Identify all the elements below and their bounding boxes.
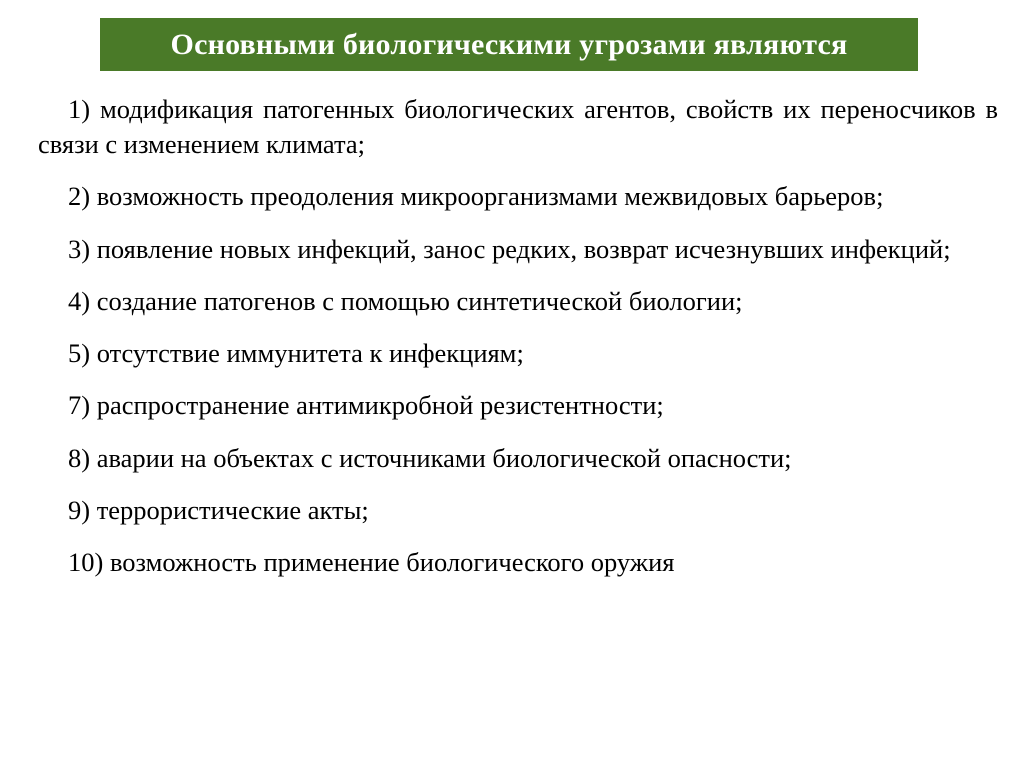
list-item: 3) появление новых инфекций, занос редких, возврат исчезнувших инфекций;	[68, 233, 951, 264]
threat-list	[38, 92, 998, 580]
list-item: 5) отсутствие иммунитета к инфекциям;	[68, 338, 524, 369]
slide-title-banner	[100, 18, 918, 71]
list-item: 2) возможность преодоления микроорганизмами межвидовых барьеров;	[68, 181, 884, 212]
list-item: 8) аварии на объектах с источниками биологической опасности;	[68, 442, 792, 473]
list-item: 10) возможность применение биологического оружия	[68, 547, 675, 578]
list-item: 4) создание патогенов с помощью синтетической биологии;	[68, 285, 743, 316]
list-item: 9) террористические акты;	[68, 494, 369, 525]
list-item: 1) модификация патогенных биологических агентов, свойств их переносчиков в связи с изменением климата;	[38, 94, 998, 160]
list-item: 7) распространение антимикробной резистентности;	[68, 390, 664, 421]
page-title: Основными биологическими угрозами являются	[170, 27, 848, 61]
